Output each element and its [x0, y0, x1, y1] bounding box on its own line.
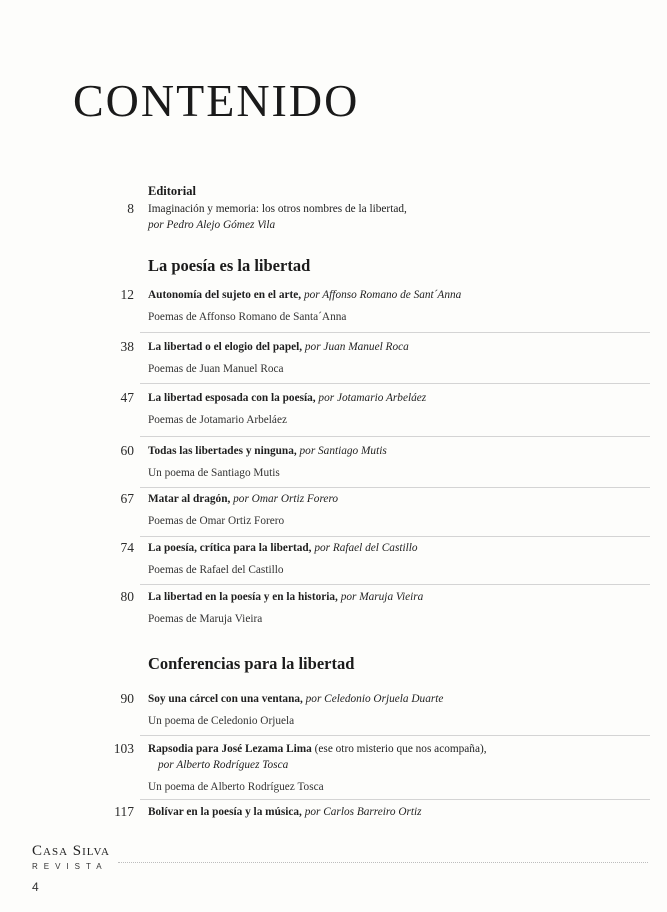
page-number: 117 — [114, 804, 134, 819]
entry-author: por Celedonio Orjuela Duarte — [305, 693, 444, 705]
page-number: 12 — [120, 287, 134, 302]
page-number: 74 — [120, 540, 134, 555]
entry-author: por Juan Manuel Roca — [304, 341, 409, 353]
entry-title: La libertad en la poesía y en la historia, — [148, 591, 338, 603]
section-heading: La poesía es la libertad — [148, 256, 311, 275]
entry-subtitle: Poemas de Omar Ortiz Forero — [148, 515, 285, 527]
entry-title: Matar al dragón, — [148, 493, 231, 505]
entry-title: Rapsodia para José Lezama Lima — [148, 743, 312, 755]
entry-subtitle: Poemas de Rafael del Castillo — [148, 564, 284, 576]
page-number: 67 — [120, 491, 134, 506]
divider — [140, 735, 650, 736]
entry-title: La libertad o el elogio del papel, — [148, 341, 303, 353]
entry-author: por Alberto Rodríguez Tosca — [158, 759, 289, 771]
page-number: 80 — [120, 589, 134, 604]
entry-author: por Omar Ortiz Forero — [233, 493, 339, 505]
entry-author: por Maruja Vieira — [340, 591, 424, 603]
page-number: 60 — [120, 443, 134, 458]
logo-subtitle: REVISTA — [32, 862, 108, 871]
page-number: 38 — [120, 339, 134, 354]
entry-title: Soy una cárcel con una ventana, — [148, 693, 303, 705]
entry-subtitle: Un poema de Celedonio Orjuela — [148, 715, 295, 727]
entry-title: La poesía, crítica para la libertad, — [148, 542, 312, 554]
magazine-logo — [32, 843, 110, 871]
entry-title-extra: (ese otro misterio que nos acompaña), — [314, 743, 487, 755]
entry-title: La libertad esposada con la poesía, — [148, 392, 316, 404]
entry-subtitle: Poemas de Affonso Romano de Santa´Anna — [148, 311, 347, 323]
entry-subtitle: Poemas de Juan Manuel Roca — [148, 363, 284, 375]
divider — [140, 584, 650, 585]
entry-author: por Affonso Romano de Sant´Anna — [303, 289, 462, 301]
entry-title: Autonomía del sujeto en el arte, — [148, 289, 302, 301]
entry-title: Bolívar en la poesía y la música, — [148, 806, 302, 818]
entry-title: Imaginación y memoria: los otros nombres de la libertad, — [148, 203, 407, 215]
entry-author: por Jotamario Arbeláez — [318, 392, 427, 404]
divider — [140, 799, 650, 800]
section-heading: Conferencias para la libertad — [148, 654, 355, 673]
entry-title: Todas las libertades y ninguna, — [148, 445, 297, 457]
entry-author: por Santiago Mutis — [299, 445, 387, 457]
divider — [140, 487, 650, 488]
footer-divider — [118, 862, 648, 863]
entry-subtitle: Un poema de Alberto Rodríguez Tosca — [148, 781, 324, 793]
entry-author: por Rafael del Castillo — [314, 542, 418, 554]
editorial-heading: Editorial — [148, 184, 196, 198]
page-number: 8 — [127, 201, 134, 216]
entry-author: por Carlos Barreiro Ortiz — [304, 806, 422, 818]
divider — [140, 436, 650, 437]
logo-text: Casa Silva — [32, 843, 110, 859]
page-number-footer: 4 — [32, 880, 39, 894]
page-number: 47 — [120, 390, 134, 405]
entry-subtitle: Un poema de Santiago Mutis — [148, 467, 280, 479]
entry-subtitle: Poemas de Jotamario Arbeláez — [148, 414, 287, 426]
divider — [140, 536, 650, 537]
page-number: 90 — [120, 691, 134, 706]
entry-author: por Pedro Alejo Gómez Vila — [148, 219, 276, 231]
divider — [140, 332, 650, 333]
entry-subtitle: Poemas de Maruja Vieira — [148, 613, 263, 625]
page-title: CONTENIDO — [73, 75, 360, 126]
divider — [140, 383, 650, 384]
page-number: 103 — [113, 741, 134, 756]
